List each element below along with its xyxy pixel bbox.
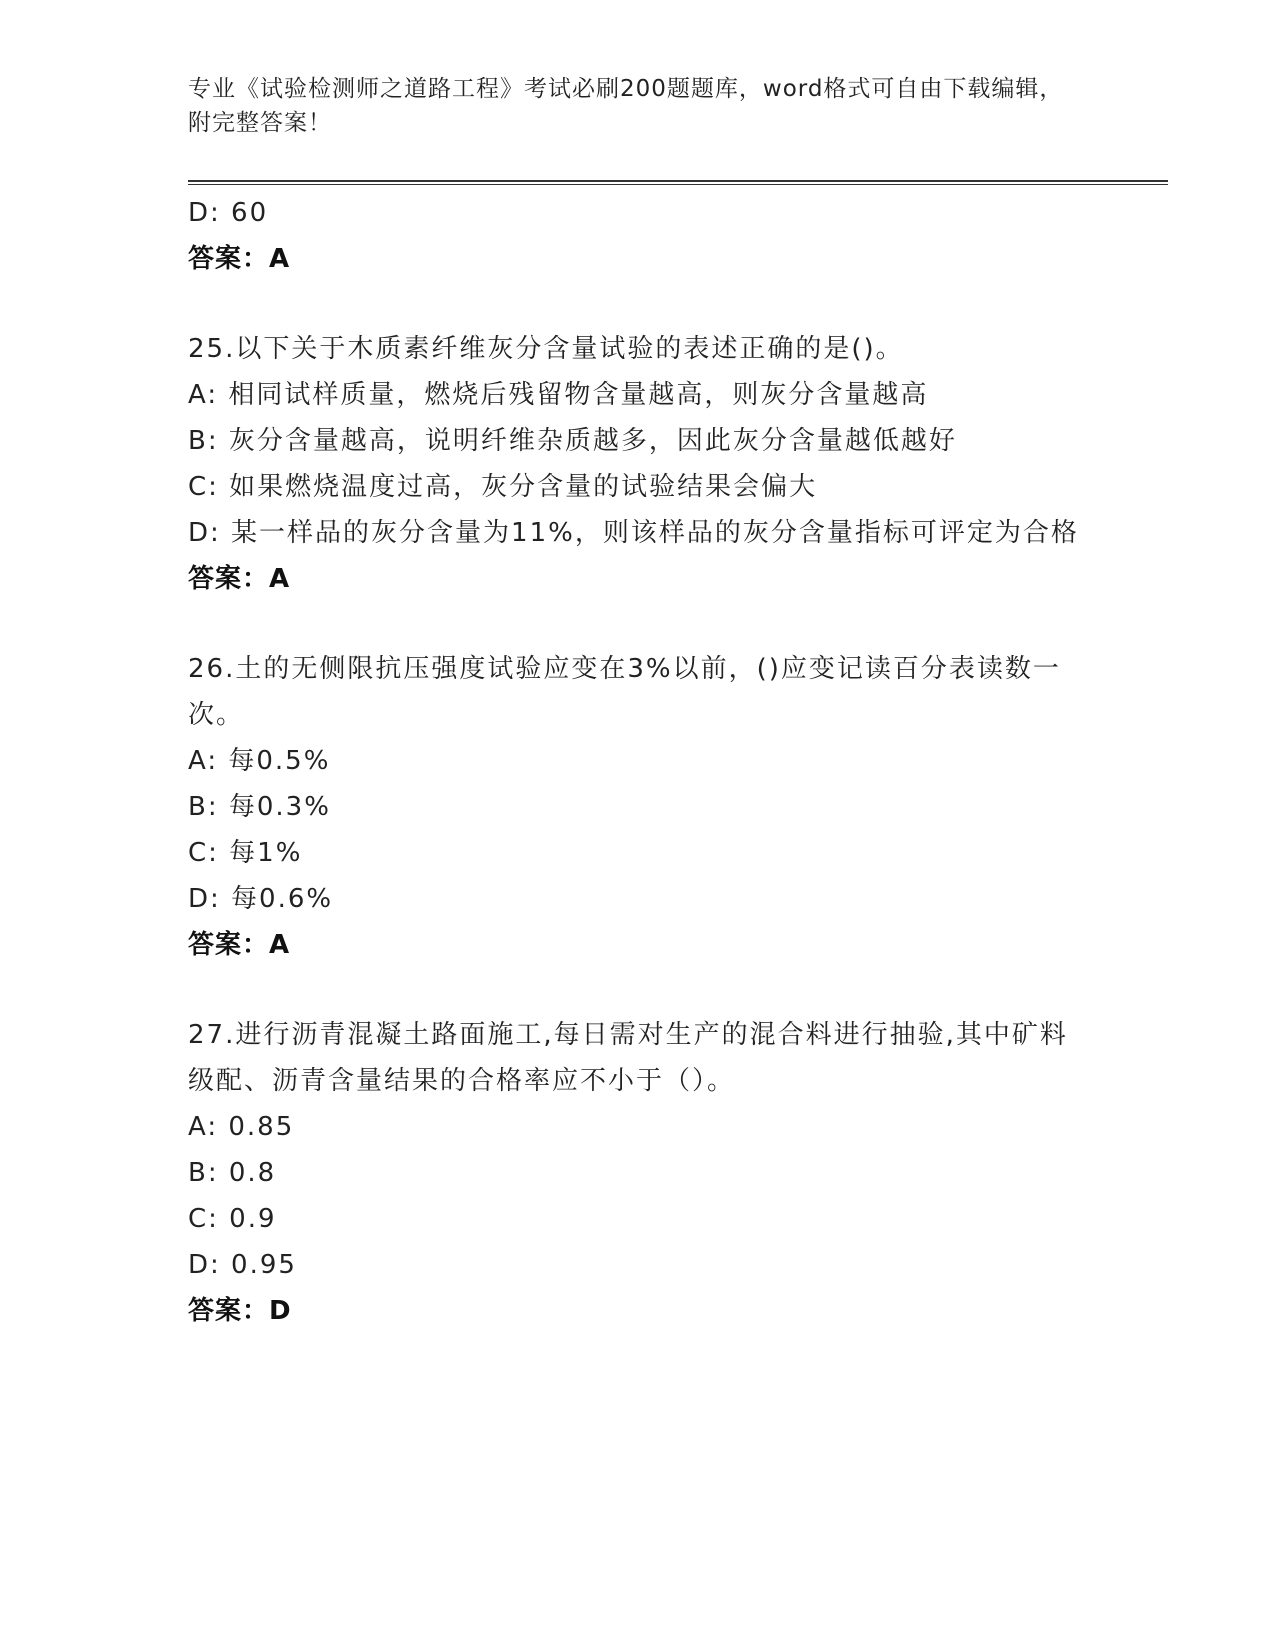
option-c: C: 每1% xyxy=(188,838,303,868)
option-b: B: 灰分含量越高，说明纤维杂质越多，因此灰分含量越低越好 xyxy=(188,426,957,456)
answer-line: 答案：A xyxy=(188,244,291,274)
question-27 xyxy=(188,1012,1088,1334)
option-c: C: 如果燃烧温度过高，灰分含量的试验结果会偏大 xyxy=(188,472,818,502)
answer-line: 答案：A xyxy=(188,930,291,960)
header-divider-thin xyxy=(188,184,1168,185)
header-divider-thick xyxy=(188,180,1168,182)
option-d: D: 某一样品的灰分含量为11%，则该样品的灰分含量指标可评定为合格 xyxy=(188,518,1079,548)
answer-line: 答案：D xyxy=(188,1296,292,1326)
option-b: B: 0.8 xyxy=(188,1158,277,1188)
question-26 xyxy=(188,646,1088,968)
question-stem: 26.土的无侧限抗压强度试验应变在3%以前，()应变记读百分表读数一次。 xyxy=(188,654,1061,730)
previous-question-tail xyxy=(188,190,1088,282)
option-c: C: 0.9 xyxy=(188,1204,277,1234)
document-body xyxy=(188,190,1088,1334)
option-a: A: 相同试样质量，燃烧后残留物含量越高，则灰分含量越高 xyxy=(188,380,929,410)
question-stem: 27.进行沥青混凝土路面施工,每日需对生产的混合料进行抽验,其中矿料级配、沥青含量结果的合格率应不小于（）。 xyxy=(188,1020,1068,1096)
option-a: A: 0.85 xyxy=(188,1112,295,1142)
option-b: B: 每0.3% xyxy=(188,792,331,822)
question-stem: 25.以下关于木质素纤维灰分含量试验的表述正确的是()。 xyxy=(188,334,904,364)
option-a: A: 每0.5% xyxy=(188,746,331,776)
document-header: 专业《试验检测师之道路工程》考试必刷200题题库，word格式可自由下载编辑，附完整答案！ xyxy=(188,76,1064,136)
option-d: D: 0.95 xyxy=(188,1250,297,1280)
option-d: D: 每0.6% xyxy=(188,884,334,914)
answer-line: 答案：A xyxy=(188,564,291,594)
option-d: D: 60 xyxy=(188,198,269,228)
question-25 xyxy=(188,326,1088,602)
